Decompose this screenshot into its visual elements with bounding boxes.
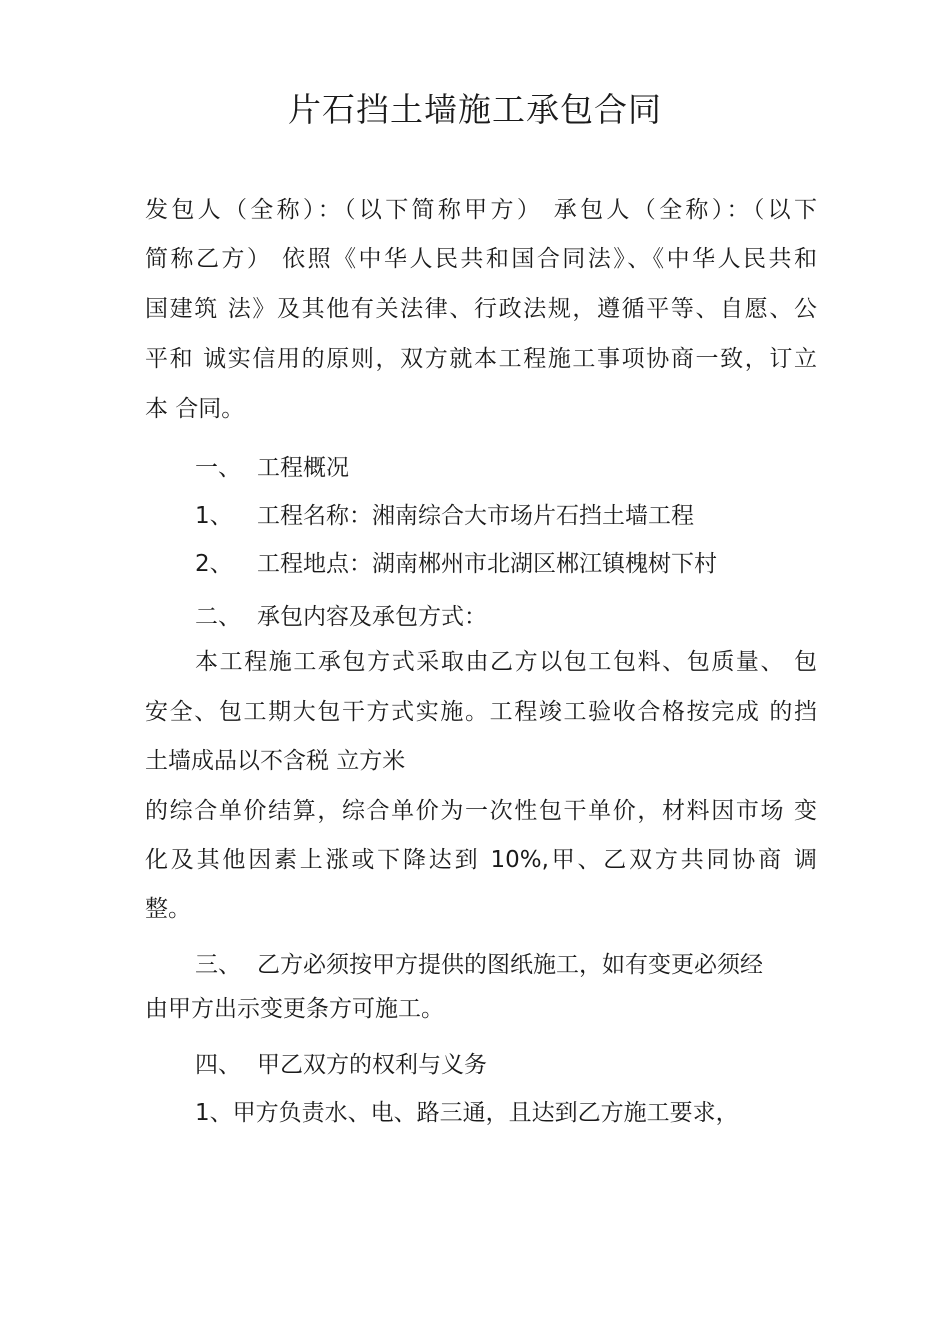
item-number: 2、	[195, 551, 233, 577]
section-heading	[195, 601, 487, 633]
item-text: 工程名称：湘南综合大市场片石挡土墙工程	[257, 503, 694, 529]
body-line: 的综合单价结算，综合单价为一次性包干单价，材料因市场 变	[145, 798, 817, 824]
document-title: 片石挡土墙施工承包合同	[288, 90, 662, 129]
section-text: 乙方必须按甲方提供的图纸施工，如有变更必须经	[257, 952, 763, 978]
item-number: 1、	[195, 503, 233, 529]
section-number: 二、	[195, 604, 241, 630]
section-number: 四、	[195, 1052, 241, 1078]
section-number: 三、	[195, 952, 241, 978]
section-title: 承包内容及承包方式：	[257, 604, 487, 630]
intro-line: 国建筑 法》及其他有关法律、行政法规，遵循平等、自愿、公	[145, 296, 817, 322]
body-line: 化及其他因素上涨或下降达到 10%,甲、乙双方共同协商 调	[145, 847, 817, 873]
intro-line: 简称乙方） 依照《中华人民共和国合同法》、《中华人民共和	[145, 246, 817, 272]
body-line: 土墙成品以不含税 立方米	[145, 748, 406, 774]
section-title: 工程概况	[257, 455, 349, 481]
section-heading	[195, 452, 349, 484]
body-line: 本工程施工承包方式采取由乙方以包工包料、包质量、 包	[195, 649, 817, 675]
body-line: 安全、包工期大包干方式实施。工程竣工验收合格按完成 的挡	[145, 699, 817, 725]
section-number: 一、	[195, 455, 241, 481]
intro-line: 平和 诚实信用的原则，双方就本工程施工事项协商一致，订立	[145, 346, 817, 372]
list-item: 1、甲方负责水、电、路三通，且达到乙方施工要求，	[195, 1100, 739, 1126]
section-heading	[195, 1049, 487, 1081]
intro-line: 发包人（全称）：（以下简称甲方） 承包人（全称）：（以下	[145, 197, 817, 223]
item-text: 工程地点：湖南郴州市北湖区郴江镇槐树下村	[257, 551, 717, 577]
section-heading	[195, 949, 763, 981]
body-line: 整。	[145, 896, 191, 922]
body-line: 由甲方出示变更条方可施工。	[145, 996, 444, 1022]
section-title: 甲乙双方的权利与义务	[257, 1052, 487, 1078]
list-item	[195, 500, 694, 532]
intro-line: 本 合同。	[145, 396, 245, 422]
list-item	[195, 548, 717, 580]
